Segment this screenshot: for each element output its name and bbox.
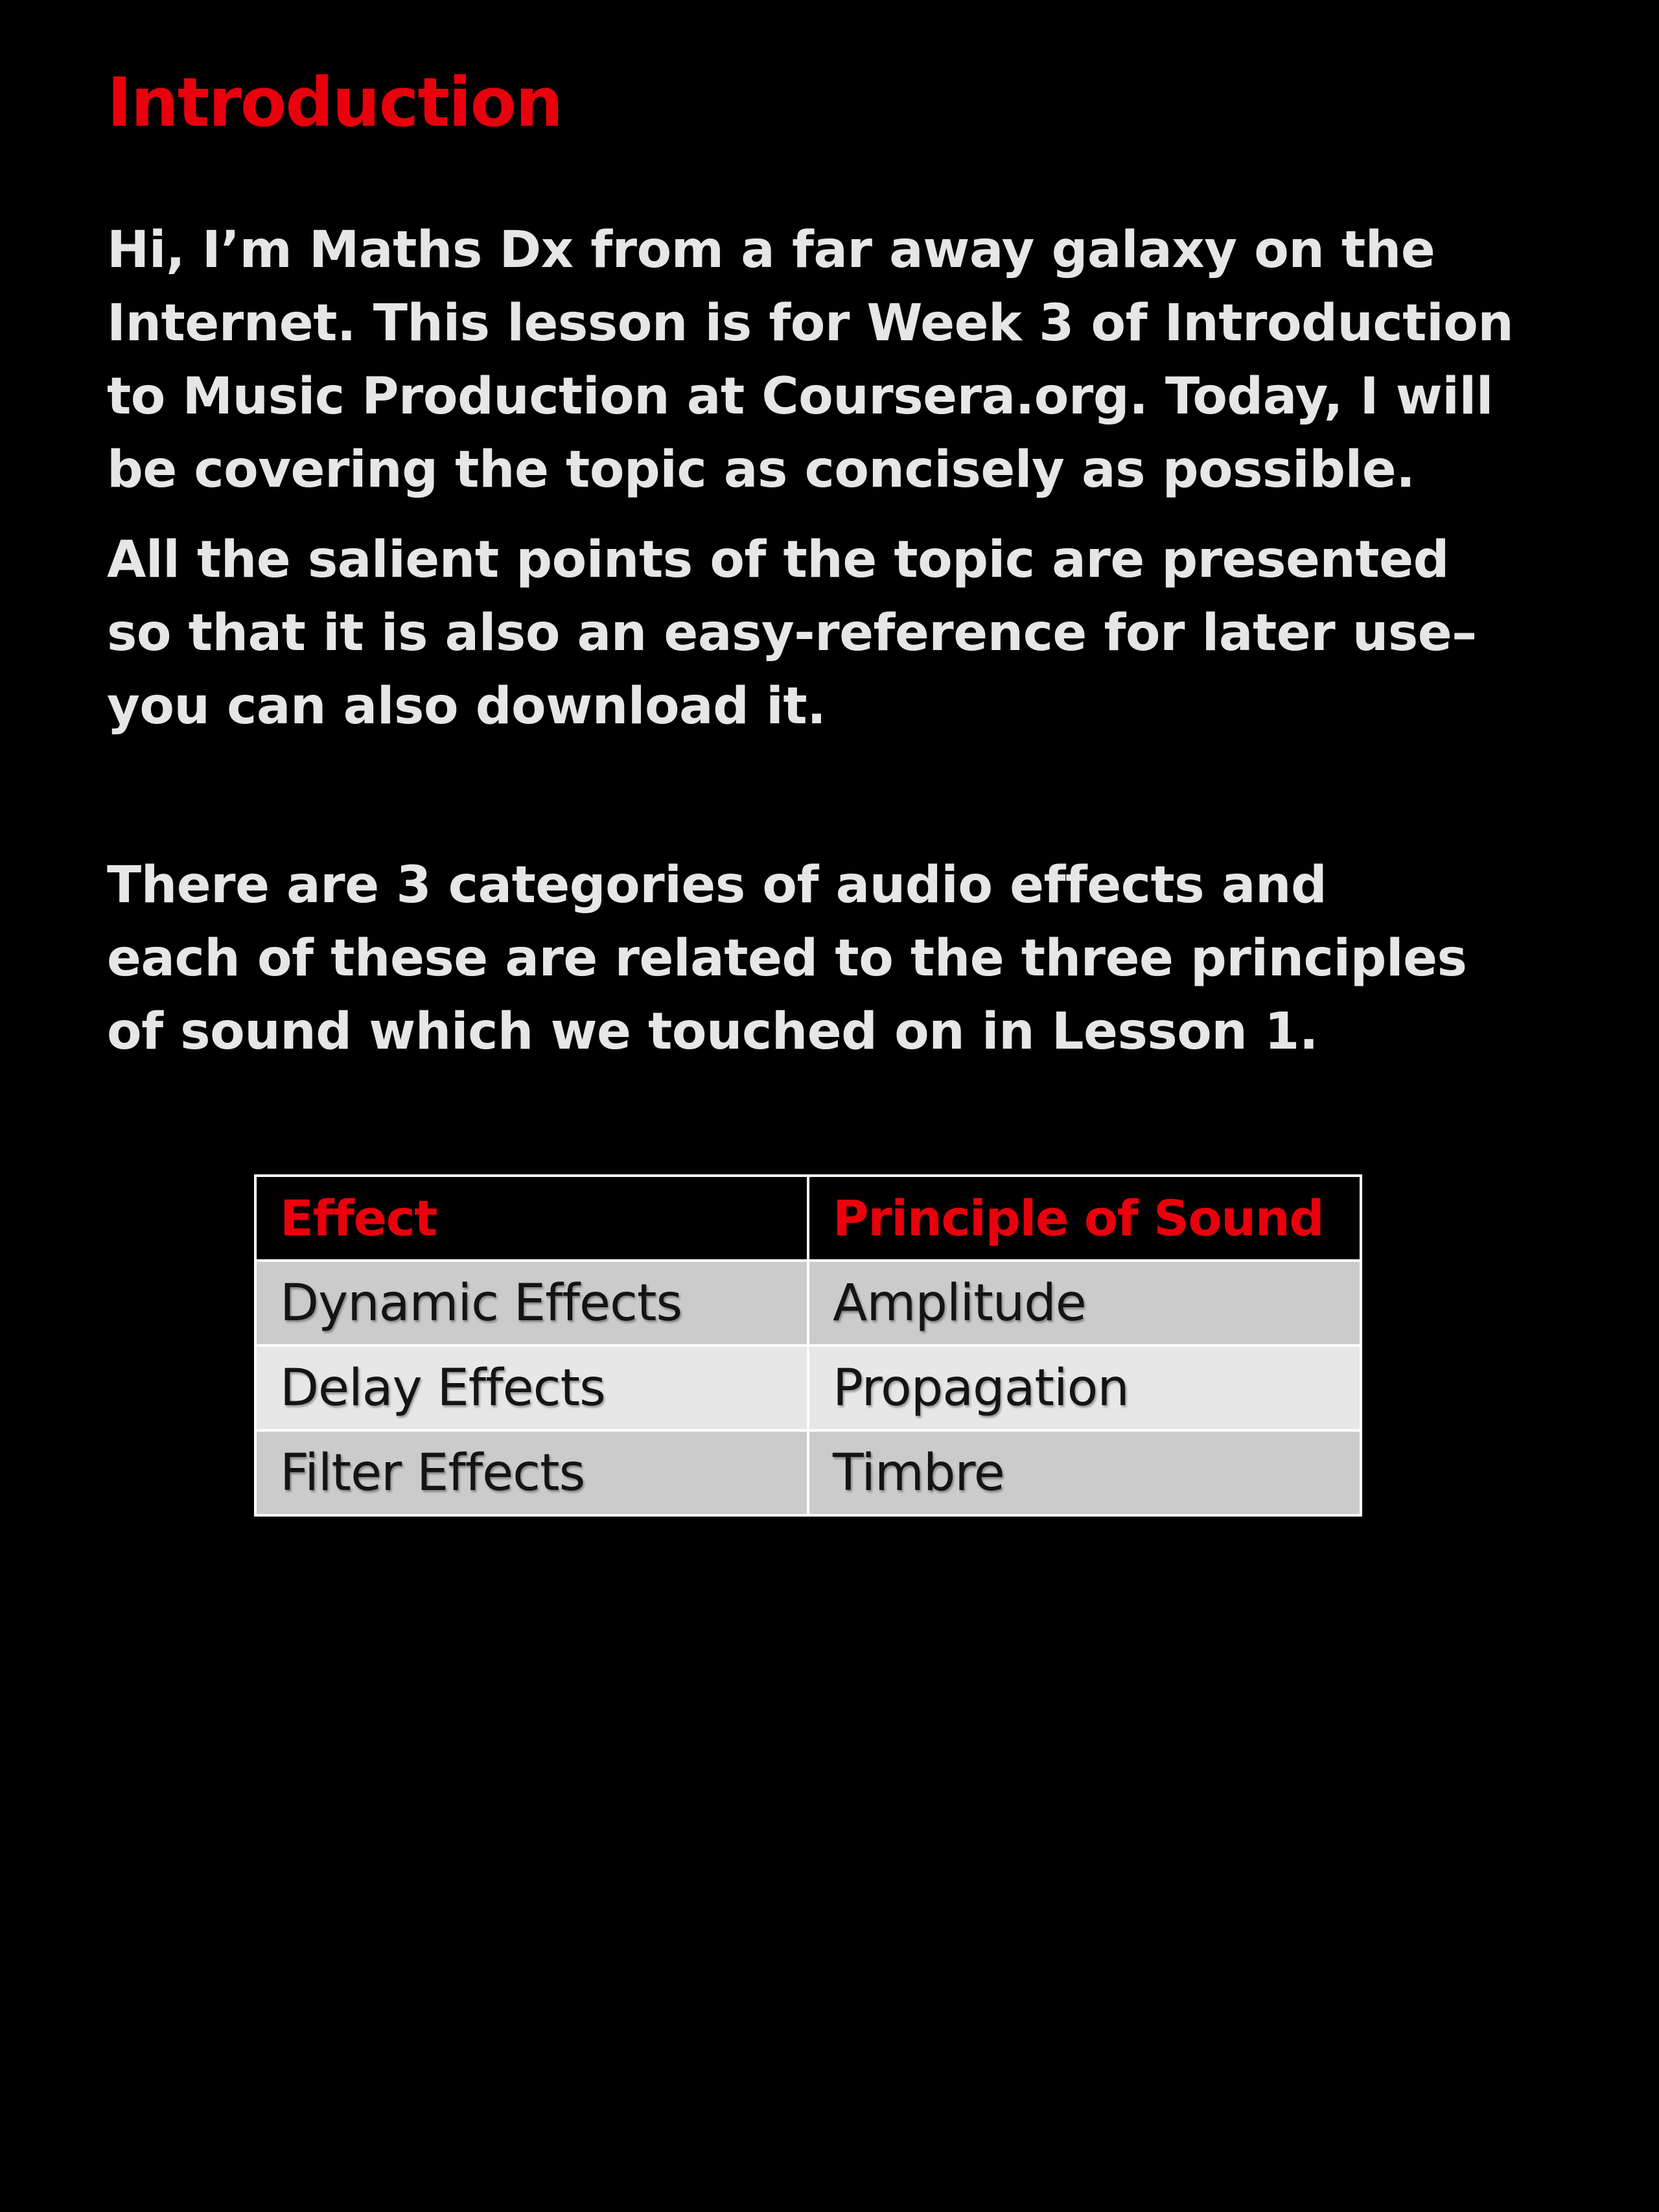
- text-line: Hi, I’m Maths Dx from a far away galaxy on the: [107, 221, 1435, 279]
- table-row: [255, 1345, 1361, 1430]
- table-row: [255, 1430, 1361, 1515]
- text-line: be covering the topic as concisely as possible.: [107, 441, 1415, 499]
- text-line: Internet. This lesson is for Week 3 of Introduction: [107, 294, 1514, 353]
- text-line: each of these are related to the three principles: [107, 929, 1467, 988]
- text-line: of sound which we touched on in Lesson 1.: [107, 1003, 1318, 1061]
- table-row: [255, 1261, 1361, 1345]
- page-title: Introduction: [107, 63, 563, 142]
- text-line: you can also download it.: [107, 677, 826, 736]
- effect-cell: Delay Effects: [255, 1345, 808, 1430]
- text-line: so that it is also an easy-reference for later use–: [107, 604, 1477, 662]
- intro-paragraph: [107, 214, 1572, 507]
- text-line: There are 3 categories of audio effects and: [107, 856, 1327, 914]
- effects-table: [254, 1174, 1362, 1517]
- text-line: to Music Production at Coursera.org. Today, I will: [107, 367, 1494, 426]
- effect-cell: Dynamic Effects: [255, 1261, 808, 1345]
- principle-cell: Propagation: [808, 1345, 1361, 1430]
- effect-cell: Filter Effects: [255, 1430, 808, 1515]
- categories-paragraph: [107, 849, 1572, 1069]
- text-line: All the salient points of the topic are presented: [107, 531, 1449, 589]
- principle-cell: Timbre: [808, 1430, 1361, 1515]
- principle-cell: Amplitude: [808, 1261, 1361, 1345]
- column-header-principle: Principle of Sound: [808, 1176, 1361, 1261]
- column-header-effect: Effect: [255, 1176, 808, 1261]
- reference-paragraph: [107, 524, 1572, 743]
- table-header-row: [255, 1176, 1361, 1261]
